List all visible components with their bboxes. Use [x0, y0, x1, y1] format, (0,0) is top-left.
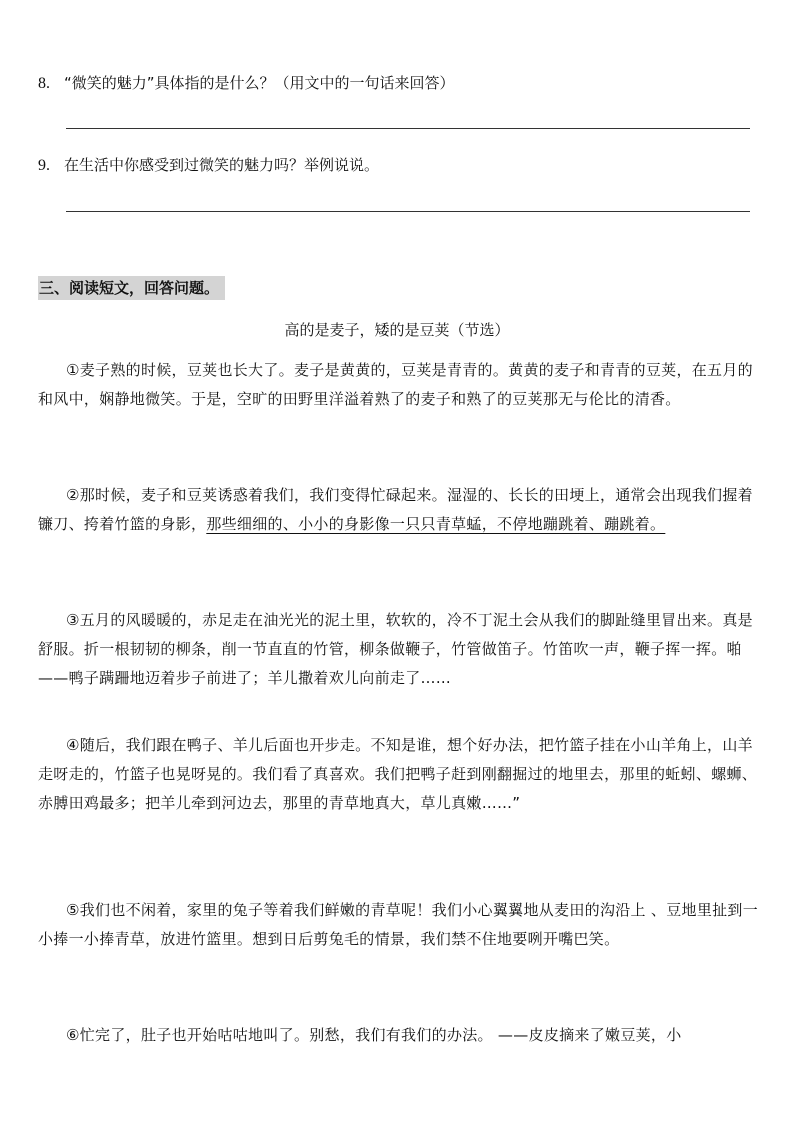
question-text: “微笑的魅力”具体指的是什么？（用文中的一句话来回答）	[64, 74, 455, 92]
paragraph-2-text: ②那时候，麦子和豆荚诱惑着我们，我们变得忙碌起来。湿湿的、长长的田埂上，通常会出现我们握着镰刀、挎着竹篮的身影，	[38, 486, 753, 533]
question-text: 在生活中你感受到过微笑的魅力吗？举例说说。	[64, 156, 380, 174]
answer-line-8[interactable]	[66, 128, 750, 129]
question-8	[38, 72, 455, 93]
paragraph-4: ④随后，我们跟在鸭子、羊儿后面也开步走。不知是谁，想个好办法，把竹篮子挂在小山羊角上，山羊走呀走的，竹篮子也晃呀晃的。我们看了真喜欢。我们把鸭子赶到刚翻掘过的地里去，那里的蚯蚓、螺蛳、赤膊田鸡最多；把羊儿牵到河边去，那里的青草地真大，草儿真嫩……”	[38, 736, 758, 812]
question-number: 8.	[38, 75, 50, 92]
paragraph-6: ⑥忙完了，肚子也开始咕咕地叫了。别愁，我们有我们的办法。 ——皮皮摘来了嫩豆荚，小	[66, 1026, 682, 1044]
paragraph-1: ①麦子熟的时候，豆荚也长大了。麦子是黄黄的，豆荚是青青的。黄黄的麦子和青青的豆荚，在五月的和风中，娴静地微笑。于是，空旷的田野里洋溢着熟了的麦子和熟了的豆荚那无与伦比的清香。	[38, 361, 753, 408]
paragraph-2	[38, 481, 762, 539]
article-title: 高的是麦子，矮的是豆荚（节选）	[284, 321, 510, 339]
question-number: 9.	[38, 157, 50, 174]
paragraph-3: ③五月的风暖暖的，赤足走在油光光的泥土里，软软的，冷不丁泥土会从我们的脚趾缝里冒出来。真是舒服。折一根韧韧的柳条，削一节直直的竹管，柳条做鞭子，竹管做笛子。竹笛吹一声，鞭子挥一挥。啪——鸭子蹒跚地迈着步子前进了；羊儿撒着欢儿向前走了……	[38, 611, 753, 687]
section-heading: 三、阅读短文，回答问题。	[38, 276, 225, 300]
paragraph-5: ⑤我们也不闲着，家里的兔子等着我们鲜嫩的青草呢！我们小心翼翼地从麦田的沟沿上 、豆地里扯到一小捧一小捧青草，放进竹篮里。想到日后剪兔毛的情景，我们禁不住地要咧开嘴巴笑。	[38, 901, 759, 948]
question-9	[38, 154, 379, 175]
underlined-sentence: 那些细细的、小小的身影像一只只青草蜢，不停地蹦跳着、蹦跳着。	[206, 515, 666, 533]
answer-line-9[interactable]	[66, 211, 750, 212]
